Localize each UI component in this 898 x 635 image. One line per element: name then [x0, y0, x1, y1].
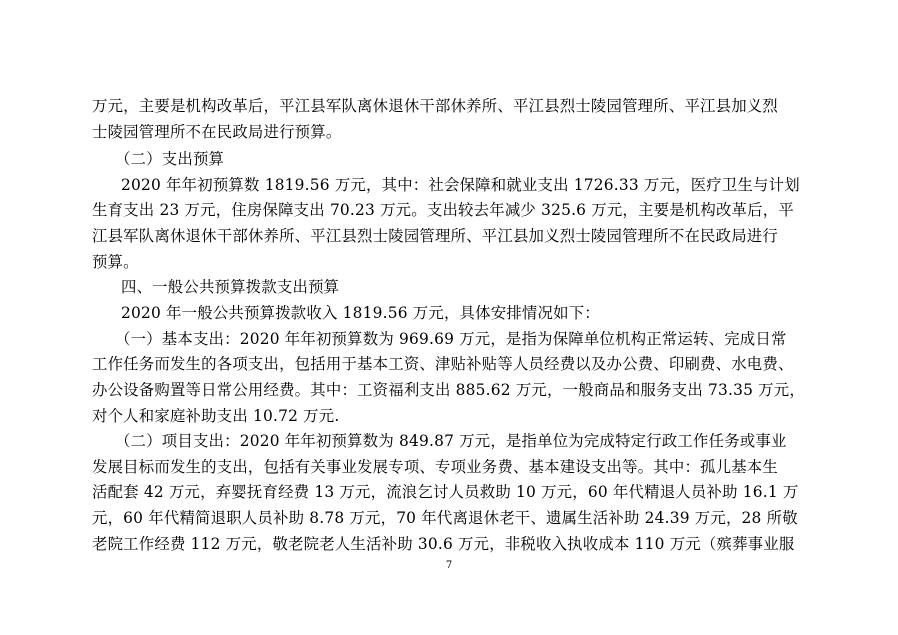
text-line-11: 工作任务而发生的各项支出，包括用于基本工资、津贴补贴等人员经费以及办公费、印刷费、水电费、: [92, 355, 794, 373]
text-line-5: 生育支出 23 万元，住房保障支出 70.23 万元。支出较去年减少 325.6 万元，主要是机构改革后，平: [92, 201, 794, 219]
text-line-10: （一）基本支出：2020 年年初预算数为 969.69 万元，是指为保障单位机构正常运转、完成日常: [115, 330, 787, 348]
text-line-4: 2020 年年初预算数 1819.56 万元，其中：社会保障和就业支出 1726.33 万元，医疗卫生与计划: [121, 176, 800, 194]
text-line-12: 办公设备购置等日常公用经费。其中：工资福利支出 885.62 万元，一般商品和服务支出 73.35 万元，: [92, 381, 805, 399]
page-number: 7: [445, 560, 453, 571]
section-heading-public-budget: 四、一般公共预算拨款支出预算: [121, 278, 340, 296]
text-line-9: 2020 年一般公共预算拨款收入 1819.56 万元，具体安排情况如下：: [121, 304, 600, 322]
text-line-17: 元，60 年代精简退职人员补助 8.78 万元，70 年代离退休老干、遗属生活补助 24.39 万元，28 所敬: [92, 509, 798, 527]
text-line-1: 万元，主要是机构改革后，平江县军队离休退休干部休养所、平江县烈士陵园管理所、平江县加义烈: [92, 97, 778, 115]
text-line-14: （二）项目支出：2020 年年初预算数为 849.87 万元，是指单位为完成特定行政工作任务或事业: [115, 432, 787, 450]
text-line-2: 士陵园管理所不在民政局进行预算。: [92, 123, 342, 141]
section-heading-expenditure-budget: （二）支出预算: [115, 150, 225, 168]
text-line-7: 预算。: [92, 253, 139, 271]
text-line-15: 发展目标而发生的支出，包括有关事业发展专项、专项业务费、基本建设支出等。其中：孤儿基本生: [92, 458, 778, 476]
text-line-13: 对个人和家庭补助支出 10.72 万元.: [92, 407, 340, 425]
text-line-16: 活配套 42 万元，弃婴抚育经费 13 万元，流浪乞讨人员救助 10 万元，60 年代精退人员补助 16.1 万: [92, 483, 799, 501]
text-line-18: 老院工作经费 112 万元，敬老院老人生活补助 30.6 万元，非税收入执收成本 110 万元（殡葬事业服: [92, 535, 795, 553]
text-line-6: 江县军队离休退休干部休养所、平江县烈士陵园管理所、平江县加义烈士陵园管理所不在民政局进行: [92, 227, 778, 245]
